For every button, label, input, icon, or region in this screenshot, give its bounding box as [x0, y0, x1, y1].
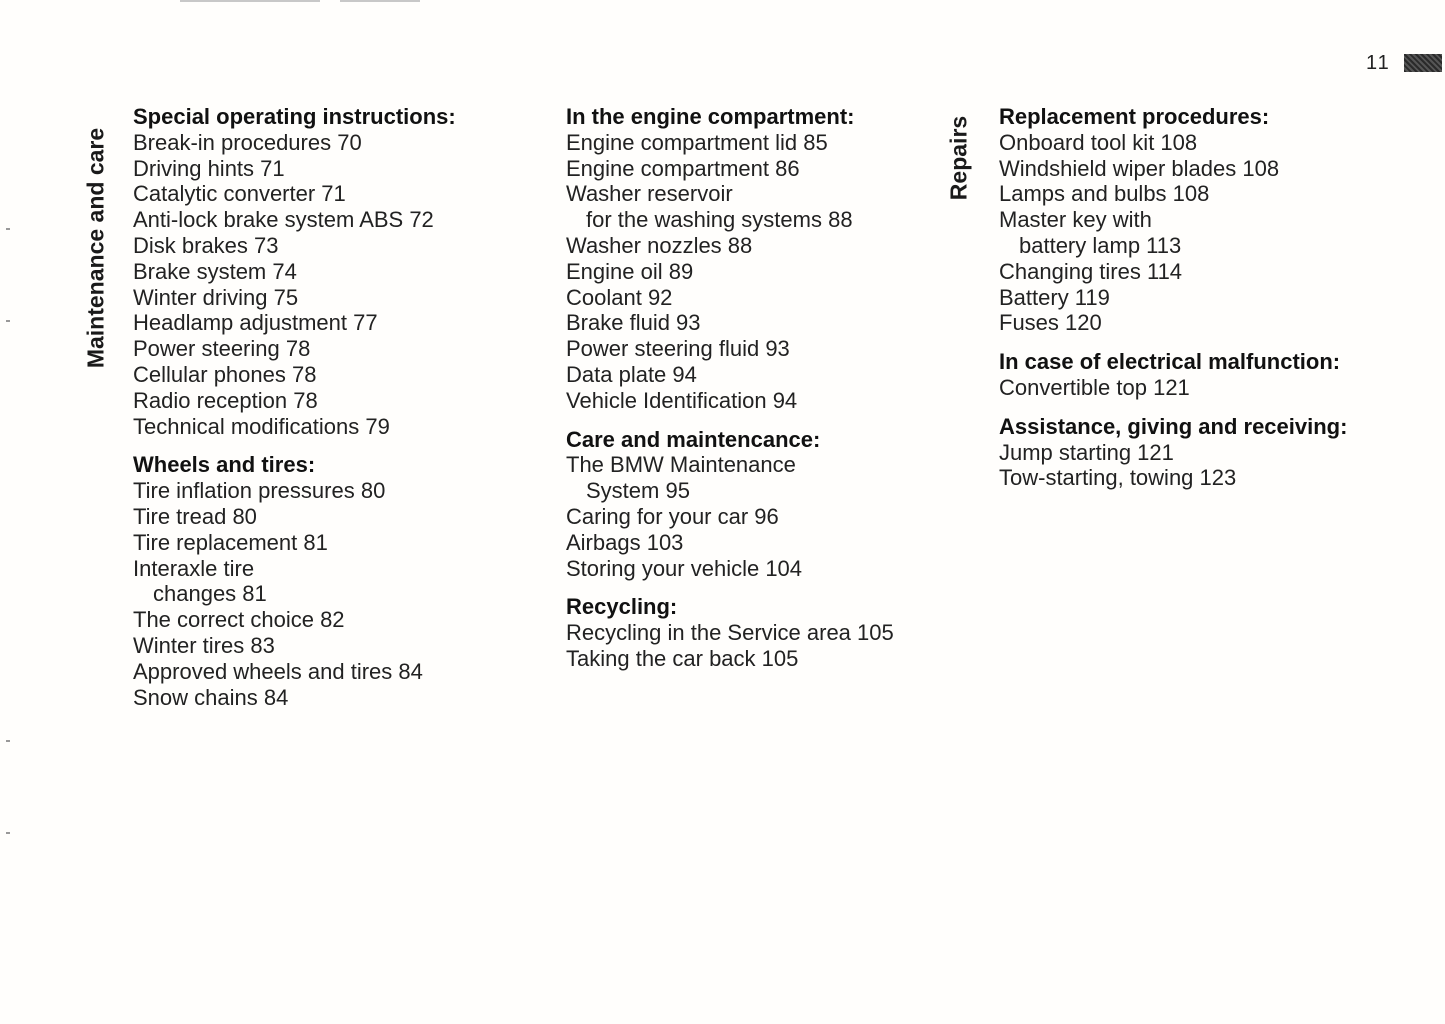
toc-entry: changes 81	[153, 581, 267, 607]
toc-entry: Tow-starting, towing 123	[999, 465, 1237, 491]
toc-entry: Convertible top 121	[999, 374, 1190, 400]
toc-entry: Onboard tool kit 108	[999, 129, 1198, 155]
toc-entry: Radio reception 78	[133, 387, 318, 413]
scan-mark	[180, 0, 320, 2]
toc-column-1	[133, 104, 533, 723]
section-heading: Recycling:	[566, 594, 678, 620]
toc-entry: Brake system 74	[133, 258, 297, 284]
toc-column-3	[999, 104, 1429, 504]
toc-section	[999, 349, 1429, 401]
toc-entry: Storing your vehicle 104	[566, 555, 803, 581]
toc-entry: Lamps and bulbs 108	[999, 181, 1210, 207]
toc-entry: Catalytic converter 71	[133, 181, 346, 207]
toc-entry: Technical modifications 79	[133, 413, 390, 439]
toc-entry: Tire inflation pressures 80	[133, 478, 386, 504]
toc-entry: Battery 119	[999, 284, 1110, 310]
toc-section	[566, 594, 966, 671]
page-number: 11	[1366, 52, 1391, 74]
toc-entry: Engine oil 89	[566, 258, 694, 284]
toc-entry: Taking the car back 105	[566, 645, 799, 671]
toc-entry: Brake fluid 93	[566, 310, 701, 336]
section-heading: Assistance, giving and receiving:	[999, 413, 1348, 439]
section-heading: Special operating instructions:	[133, 104, 456, 129]
margin-tick	[6, 228, 10, 230]
toc-entry: Winter tires 83	[133, 632, 275, 658]
toc-entry: Power steering 78	[133, 336, 311, 362]
toc-column-2	[566, 104, 966, 685]
toc-entry: Headlamp adjustment 77	[133, 310, 378, 336]
toc-entry: Coolant 92	[566, 284, 673, 310]
margin-tick	[6, 832, 10, 834]
toc-entry: Caring for your car 96	[566, 503, 779, 529]
toc-entry: Interaxle tire	[133, 555, 255, 581]
page-marker	[1404, 54, 1442, 72]
toc-entry: Vehicle Identification 94	[566, 387, 798, 413]
margin-tick	[6, 740, 10, 742]
toc-entry: Cellular phones 78	[133, 361, 317, 387]
toc-entry: Fuses 120	[999, 310, 1102, 336]
toc-entry: Break-in procedures 70	[133, 129, 362, 155]
toc-entry: Changing tires 114	[999, 258, 1183, 284]
toc-entry: Approved wheels and tires 84	[133, 658, 423, 684]
side-label-maintenance: Maintenance and care	[82, 127, 109, 369]
toc-entry: Power steering fluid 93	[566, 336, 790, 362]
toc-entry: Engine compartment lid 85	[566, 129, 828, 155]
toc-entry: Tire tread 80	[133, 503, 257, 529]
toc-section	[999, 414, 1429, 491]
toc-entry: Engine compartment 86	[566, 155, 800, 181]
toc-entry: Washer reservoir	[566, 181, 733, 207]
toc-entry: Airbags 103	[566, 529, 684, 555]
toc-entry: Windshield wiper blades 108	[999, 155, 1280, 181]
side-label-repairs: Repairs	[945, 115, 972, 201]
toc-entry: The correct choice 82	[133, 607, 345, 633]
toc-entry: Driving hints 71	[133, 155, 285, 181]
toc-section	[999, 104, 1429, 336]
toc-entry: Jump starting 121	[999, 439, 1174, 465]
toc-section	[566, 427, 966, 582]
toc-entry: Anti-lock brake system ABS 72	[133, 207, 434, 233]
toc-entry: System 95	[586, 478, 690, 504]
toc-entry: The BMW Maintenance	[566, 452, 796, 478]
section-heading: Wheels and tires:	[133, 452, 316, 478]
section-heading: Care and maintencance:	[566, 426, 821, 452]
toc-entry: Snow chains 84	[133, 684, 289, 710]
toc-entry: battery lamp 113	[1019, 232, 1182, 258]
toc-section	[566, 104, 966, 414]
toc-entry: Washer nozzles 88	[566, 232, 753, 258]
toc-entry: Winter driving 75	[133, 284, 299, 310]
toc-entry: Master key with	[999, 207, 1152, 233]
toc-entry: Data plate 94	[566, 361, 697, 387]
toc-entry: Recycling in the Service area 105	[566, 620, 894, 646]
section-heading: Replacement procedures:	[999, 104, 1270, 129]
toc-section	[133, 104, 533, 439]
section-heading: In the engine compartment:	[566, 104, 855, 129]
toc-section	[133, 452, 533, 710]
toc-entry: Tire replacement 81	[133, 529, 328, 555]
toc-entry: Disk brakes 73	[133, 232, 279, 258]
margin-tick	[6, 320, 10, 322]
scan-mark	[340, 0, 420, 2]
toc-entry: for the washing systems 88	[586, 207, 853, 233]
section-heading: In case of electrical malfunction:	[999, 349, 1341, 375]
